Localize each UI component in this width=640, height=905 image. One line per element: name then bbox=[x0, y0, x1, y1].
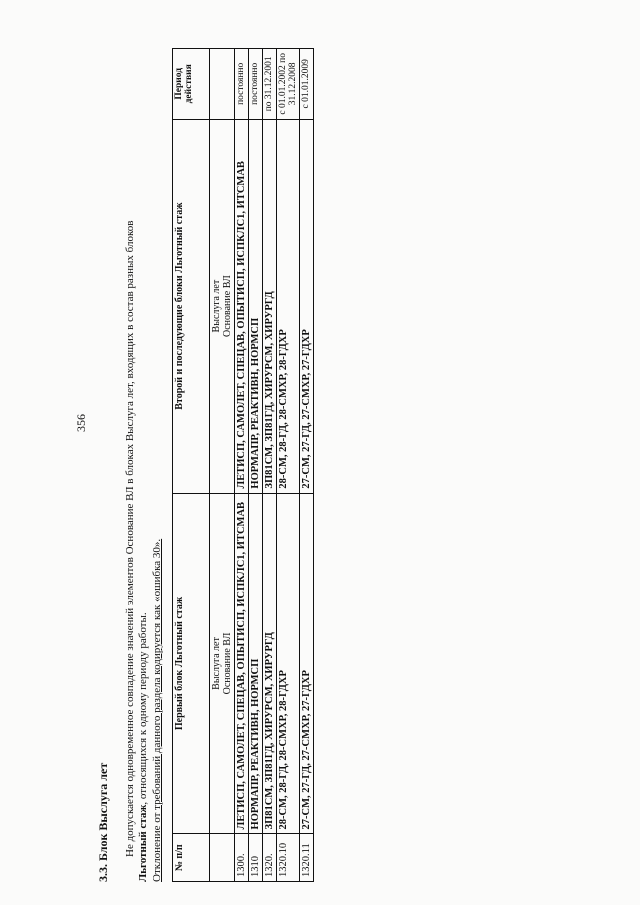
row-period: по 31.12.2001 bbox=[263, 49, 277, 120]
row-first: 27-СМ, 27-ГД, 27-СМХР, 27-ГДХР bbox=[300, 493, 314, 834]
header-period: Период действия bbox=[173, 49, 210, 120]
paragraph-line-2-rest: , относящихся к одному периоду работы. bbox=[137, 612, 149, 805]
subheader-empty bbox=[210, 834, 235, 882]
row-first: ЛЕТИСП, САМОЛЕТ, СПЕЦАВ, ОПЫТИСП, ИСПКЛС1, ИТСМАВ bbox=[235, 493, 249, 834]
page-number: 356 bbox=[74, 414, 88, 432]
rotated-content bbox=[74, 42, 355, 882]
paragraph-line-2 bbox=[137, 612, 149, 882]
row-first: НОРМАПР, РЕАКТИВН, НОРМСП bbox=[249, 493, 263, 834]
paragraph-line-1: Не допускается одновременное совпадение значений элементов Основание ВЛ в блоках Выслуга лет, входящих в состав разных блоков bbox=[124, 220, 136, 857]
row-num: 1320.11 bbox=[300, 834, 314, 882]
row-num: 1310 bbox=[249, 834, 263, 882]
row-period: постоянно bbox=[249, 49, 263, 120]
row-second: 27-СМ, 27-ГД, 27-СМХР, 27-ГДХР bbox=[300, 119, 314, 493]
table-row bbox=[300, 49, 314, 882]
section-heading: 3.3. Блок Выслуга лет bbox=[96, 762, 110, 882]
subheader-first bbox=[210, 493, 235, 834]
table-row bbox=[277, 49, 300, 882]
subheader-first-line-1: Выслуга лет bbox=[211, 637, 222, 690]
paragraph-bold-term: Льготный стаж bbox=[137, 804, 149, 882]
row-num: 1300. bbox=[235, 834, 249, 882]
row-second: ЛЕТИСП, САМОЛЕТ, СПЕЦАВ, ОПЫТИСП, ИСПКЛС1, ИТСМАВ bbox=[235, 119, 249, 493]
subheader-second-line-1: Выслуга лет bbox=[211, 279, 222, 333]
paragraph-line-3: Отклонение от требований данного раздела кодируется как «ошибка 30». bbox=[151, 538, 163, 882]
table-subheader-row bbox=[210, 49, 235, 882]
row-first: 28-СМ, 28-ГД, 28-СМХР, 28-ГДХР bbox=[277, 493, 300, 834]
subheader-second-line-2: Основание ВЛ bbox=[222, 275, 233, 337]
rules-table bbox=[172, 48, 314, 882]
row-period: постоянно bbox=[235, 49, 249, 120]
row-period: с 01.01.2002 по 31.12.2008 bbox=[277, 49, 300, 120]
table-row bbox=[263, 49, 277, 882]
row-num: 1320.10 bbox=[277, 834, 300, 882]
row-period: с 01.01.2009 bbox=[300, 49, 314, 120]
header-first-block: Первый блок Льготный стаж bbox=[173, 493, 210, 834]
table-row bbox=[235, 49, 249, 882]
subheader-empty-period bbox=[210, 49, 235, 120]
table-header-row bbox=[173, 49, 210, 882]
header-second-block: Второй и последующие блоки Льготный стаж bbox=[173, 119, 210, 493]
row-num: 1320. bbox=[263, 834, 277, 882]
row-second: ЗП81СМ, ЗП81ГД, ХИРУРСМ, ХИРУРГД bbox=[263, 119, 277, 493]
header-num: № п/п bbox=[173, 834, 210, 882]
subheader-second bbox=[210, 119, 235, 493]
table-row bbox=[249, 49, 263, 882]
row-second: 28-СМ, 28-ГД, 28-СМХР, 28-ГДХР bbox=[277, 119, 300, 493]
row-first: ЗП81СМ, ЗП81ГД, ХИРУРСМ, ХИРУРГД bbox=[263, 493, 277, 834]
row-second: НОРМАПР, РЕАКТИВН, НОРМСП bbox=[249, 119, 263, 493]
subheader-first-line-2: Основание ВЛ bbox=[222, 632, 233, 695]
